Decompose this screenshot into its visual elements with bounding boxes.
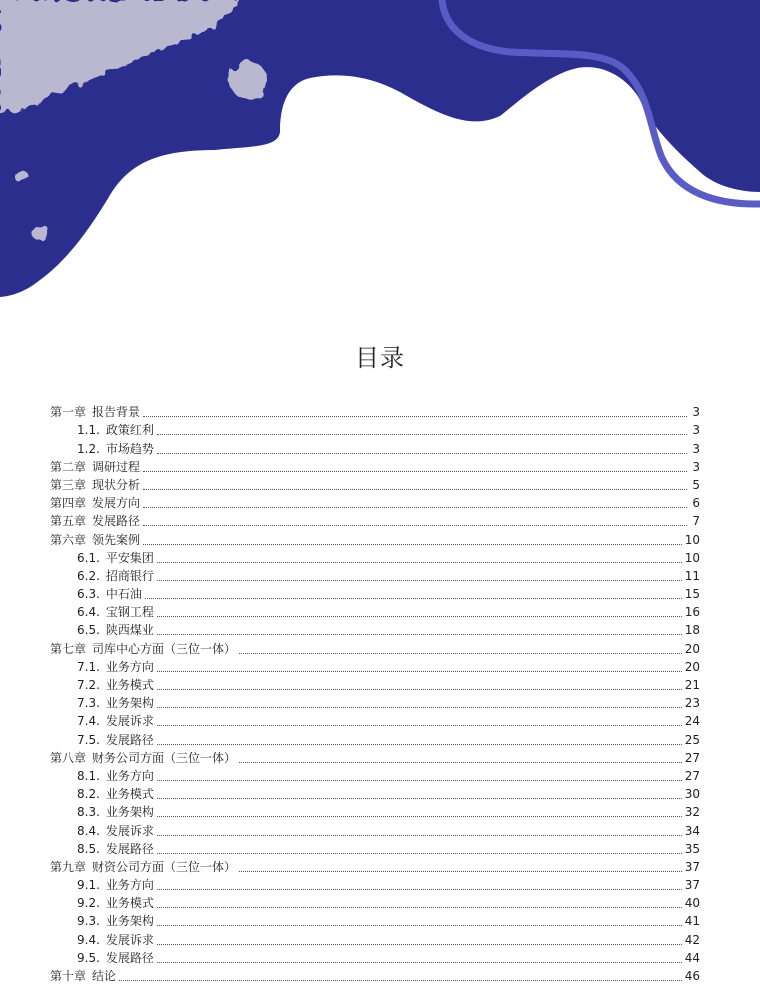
toc-page-number: 41	[684, 914, 700, 929]
toc-entry-number: 6.2.	[77, 568, 100, 583]
toc-entry-label: 业务架构	[105, 805, 154, 820]
toc-chapter-entry[interactable]	[50, 529, 700, 547]
toc-entry-label: 财资公司方面（三位一体）	[92, 859, 237, 874]
toc-dot-leader	[157, 815, 682, 817]
toc-dot-leader	[157, 579, 682, 581]
toc-entry-number: 第一章	[50, 405, 87, 420]
toc-section-entry[interactable]	[50, 420, 700, 438]
toc-entry-label: 现状分析	[92, 477, 141, 492]
toc-entry-label: 调研过程	[92, 459, 141, 474]
toc-page-number: 34	[684, 823, 700, 838]
toc-dot-leader	[157, 688, 682, 690]
toc-entry-label: 业务方向	[105, 878, 154, 893]
toc-dot-leader	[157, 852, 682, 854]
toc-dot-leader	[157, 743, 682, 745]
toc-entry-label: 结论	[92, 969, 117, 983]
toc-entry-label: 发展方向	[92, 496, 141, 511]
toc-page-number: 32	[684, 805, 700, 820]
toc-section-entry[interactable]	[50, 875, 700, 893]
toc-page-number: 37	[684, 878, 700, 893]
toc-page-number: 3	[692, 441, 700, 456]
toc-dot-leader	[157, 452, 687, 454]
toc-entry-label: 发展路径	[105, 732, 154, 747]
toc-section-entry[interactable]	[50, 802, 700, 820]
toc-page-number: 27	[684, 768, 700, 783]
toc-section-entry[interactable]	[50, 784, 700, 802]
toc-section-entry[interactable]	[50, 711, 700, 729]
toc-section-entry[interactable]	[50, 820, 700, 838]
toc-dot-leader	[157, 633, 682, 635]
toc-page-number: 37	[684, 859, 700, 874]
toc-entry-label: 业务模式	[105, 896, 154, 911]
toc-section-entry[interactable]	[50, 911, 700, 929]
toc-entry-number: 1.2.	[77, 441, 100, 456]
toc-section-entry[interactable]	[50, 839, 700, 857]
toc-entry-number: 第四章	[50, 496, 87, 511]
toc-dot-leader	[157, 961, 682, 963]
toc-section-entry[interactable]	[50, 566, 700, 584]
toc-entry-label: 司库中心方面（三位一体）	[92, 641, 237, 656]
toc-entry-number: 1.1.	[77, 423, 100, 438]
toc-entry-number: 第六章	[50, 532, 87, 547]
page-title: 目录	[355, 344, 405, 372]
toc-page-number: 6	[692, 496, 700, 511]
toc-entry-label: 市场趋势	[105, 441, 154, 456]
toc-page-number: 20	[684, 659, 700, 674]
toc-entry-number: 7.4.	[77, 714, 100, 729]
toc-section-entry[interactable]	[50, 584, 700, 602]
toc-entry-number: 8.1.	[77, 768, 100, 783]
toc-page-number: 23	[684, 696, 700, 711]
toc-dot-leader	[143, 543, 682, 545]
toc-dot-leader	[157, 615, 682, 617]
toc-entry-number: 8.5.	[77, 841, 100, 856]
table-of-contents	[50, 402, 700, 984]
toc-dot-leader	[239, 652, 682, 654]
toc-entry-number: 第三章	[50, 477, 87, 492]
toc-section-entry[interactable]	[50, 766, 700, 784]
toc-entry-number: 7.2.	[77, 678, 100, 692]
toc-entry-number: 6.3.	[77, 587, 100, 602]
toc-entry-label: 业务方向	[105, 768, 154, 783]
toc-dot-leader	[157, 797, 682, 799]
toc-section-entry[interactable]	[50, 675, 700, 693]
toc-page-number: 30	[684, 787, 700, 802]
toc-entry-number: 第八章	[50, 750, 87, 765]
toc-page-number: 18	[684, 623, 700, 638]
toc-dot-leader	[143, 415, 687, 417]
toc-chapter-entry[interactable]	[50, 638, 700, 656]
header-decoration	[0, 0, 760, 300]
toc-page-number: 10	[684, 550, 700, 565]
toc-chapter-entry[interactable]	[50, 402, 700, 420]
toc-dot-leader	[157, 834, 682, 836]
toc-entry-number: 9.4.	[77, 932, 100, 947]
toc-page-number: 3	[692, 459, 700, 474]
toc-entry-label: 业务模式	[105, 678, 154, 692]
toc-entry-number: 第十章	[50, 969, 87, 983]
toc-entry-label: 报告背景	[92, 405, 141, 420]
toc-dot-leader	[157, 943, 682, 945]
toc-dot-leader	[157, 906, 682, 908]
toc-page-number: 5	[692, 477, 700, 492]
toc-entry-label: 发展诉求	[105, 932, 154, 947]
toc-entry-number: 7.1.	[77, 659, 100, 674]
toc-dot-leader	[119, 979, 682, 981]
toc-entry-label: 领先案例	[92, 532, 141, 547]
toc-chapter-entry[interactable]	[50, 966, 700, 984]
toc-entry-number: 9.5.	[77, 950, 100, 965]
toc-chapter-entry[interactable]	[50, 475, 700, 493]
toc-page-number: 24	[684, 714, 700, 729]
toc-page-number: 44	[684, 950, 700, 965]
toc-entry-number: 第九章	[50, 859, 87, 874]
toc-page-number: 27	[684, 750, 700, 765]
toc-dot-leader	[143, 488, 687, 490]
toc-section-entry[interactable]	[50, 602, 700, 620]
toc-dot-leader	[239, 870, 682, 872]
toc-chapter-entry[interactable]	[50, 748, 700, 766]
toc-entry-label: 发展路径	[105, 841, 154, 856]
toc-entry-number: 8.4.	[77, 823, 100, 838]
toc-entry-number: 第五章	[50, 514, 87, 529]
toc-page-number: 25	[684, 732, 700, 747]
toc-section-entry[interactable]	[50, 657, 700, 675]
toc-chapter-entry[interactable]	[50, 493, 700, 511]
toc-page-number: 42	[684, 932, 700, 947]
toc-entry-number: 6.4.	[77, 605, 100, 620]
toc-entry-label: 招商银行	[105, 568, 154, 583]
toc-section-entry[interactable]	[50, 893, 700, 911]
toc-dot-leader	[157, 433, 687, 435]
toc-section-entry[interactable]	[50, 620, 700, 638]
toc-entry-label: 业务架构	[105, 914, 154, 929]
toc-page-number: 15	[684, 587, 700, 602]
toc-entry-number: 第七章	[50, 641, 87, 656]
toc-entry-number: 8.2.	[77, 787, 100, 802]
toc-chapter-entry[interactable]	[50, 857, 700, 875]
toc-page-number: 46	[684, 969, 700, 983]
toc-entry-label: 政策红利	[105, 423, 154, 438]
toc-page-number: 7	[692, 514, 700, 529]
toc-page-number: 3	[692, 405, 700, 420]
toc-page-number: 40	[684, 896, 700, 911]
toc-entry-label: 中石油	[105, 587, 142, 602]
toc-page-number: 3	[692, 423, 700, 438]
toc-section-entry[interactable]	[50, 693, 700, 711]
toc-entry-label: 业务方向	[105, 659, 154, 674]
toc-chapter-entry[interactable]	[50, 511, 700, 529]
toc-entry-number: 第二章	[50, 459, 87, 474]
toc-dot-leader	[145, 597, 682, 599]
toc-entry-label: 发展路径	[105, 950, 154, 965]
toc-dot-leader	[143, 470, 687, 472]
toc-entry-number: 9.1.	[77, 878, 100, 893]
toc-dot-leader	[157, 670, 682, 672]
toc-section-entry[interactable]	[50, 729, 700, 747]
toc-entry-label: 业务模式	[105, 787, 154, 802]
toc-entry-label: 发展路径	[92, 514, 141, 529]
toc-entry-number: 9.3.	[77, 914, 100, 929]
toc-entry-label: 业务架构	[105, 696, 154, 711]
toc-entry-label: 发展诉求	[105, 823, 154, 838]
toc-entry-label: 陕西煤业	[105, 623, 154, 638]
toc-entry-number: 7.3.	[77, 696, 100, 711]
toc-dot-leader	[157, 706, 682, 708]
toc-entry-number: 8.3.	[77, 805, 100, 820]
toc-dot-leader	[157, 888, 682, 890]
toc-section-entry[interactable]	[50, 438, 700, 456]
toc-section-entry[interactable]	[50, 548, 700, 566]
toc-entry-label: 发展诉求	[105, 714, 154, 729]
toc-page-number: 20	[684, 641, 700, 656]
toc-dot-leader	[143, 524, 687, 526]
toc-entry-number: 6.1.	[77, 550, 100, 565]
toc-section-entry[interactable]	[50, 929, 700, 947]
toc-page-number: 11	[684, 568, 700, 583]
toc-entry-label: 平安集团	[105, 550, 154, 565]
toc-entry-number: 6.5.	[77, 623, 100, 638]
toc-entry-label: 财务公司方面（三位一体）	[92, 750, 237, 765]
toc-entry-number: 9.2.	[77, 896, 100, 911]
toc-page-number: 10	[684, 532, 700, 547]
toc-entry-number: 7.5.	[77, 732, 100, 747]
toc-dot-leader	[157, 779, 682, 781]
toc-entry-label: 宝钢工程	[105, 605, 154, 620]
toc-page-number: 35	[684, 841, 700, 856]
toc-page-number: 16	[684, 605, 700, 620]
toc-dot-leader	[239, 761, 682, 763]
toc-page-number: 21	[684, 678, 700, 692]
toc-dot-leader	[143, 506, 687, 508]
toc-dot-leader	[157, 924, 682, 926]
toc-dot-leader	[157, 561, 682, 563]
toc-section-entry[interactable]	[50, 948, 700, 966]
toc-dot-leader	[157, 724, 682, 726]
toc-chapter-entry[interactable]	[50, 457, 700, 475]
